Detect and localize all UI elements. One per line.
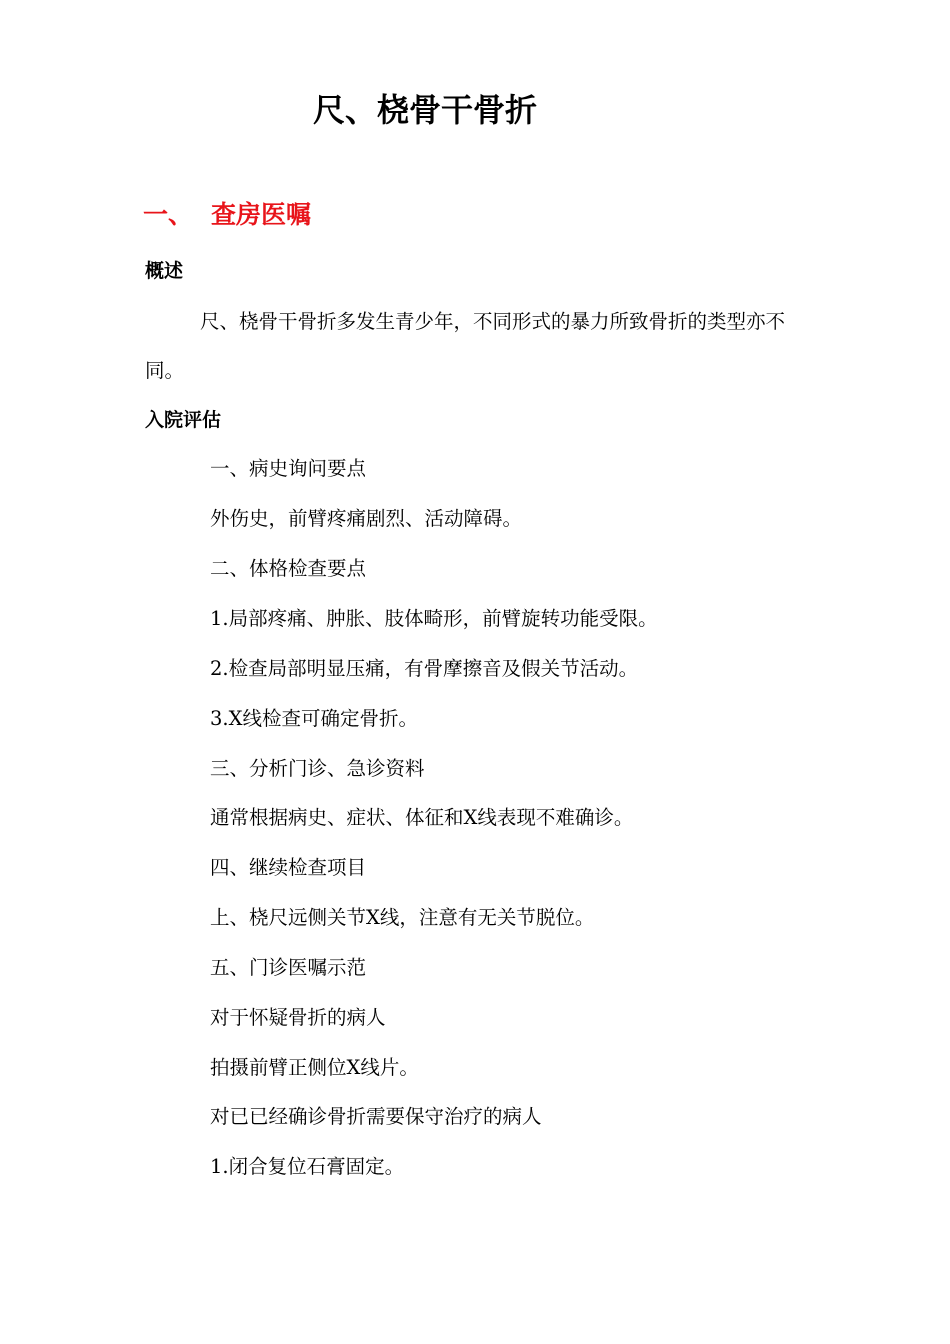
suspected-fracture-label: 对于怀疑骨折的病人	[210, 1006, 386, 1029]
analysis-heading: 三、分析门诊、急诊资料	[210, 757, 425, 780]
further-exam-text: 上、桡尺远侧关节X线，注意有无关节脱位。	[210, 906, 595, 929]
xray-order: 拍摄前臂正侧位X线片。	[210, 1056, 419, 1079]
section-heading	[143, 195, 311, 235]
section-label: 查房医嘱	[211, 200, 312, 229]
analysis-text: 通常根据病史、症状、体征和X线表现不难确诊。	[210, 806, 634, 829]
document-title: 尺、桡骨干骨折	[312, 91, 537, 129]
treatment-item-1: 1.闭合复位石膏固定。	[210, 1155, 405, 1178]
further-exam-heading: 四、继续检查项目	[210, 856, 367, 879]
exam-item-3: 3.X线检查可确定骨折。	[210, 707, 418, 730]
history-heading: 一、病史询问要点	[210, 457, 367, 480]
history-text: 外伤史，前臂疼痛剧烈、活动障碍。	[210, 507, 523, 530]
admission-heading: 入院评估	[145, 409, 222, 431]
section-number: 一、	[143, 200, 194, 229]
exam-item-1: 1.局部疼痛、肿胀、肢体畸形，前臂旋转功能受限。	[210, 607, 658, 630]
overview-heading: 概述	[145, 260, 184, 282]
exam-heading: 二、体格检查要点	[210, 557, 367, 580]
confirmed-fracture-label: 对已已经确诊骨折需要保守治疗的病人	[210, 1105, 542, 1128]
overview-paragraph: 尺、桡骨干骨折多发生青少年，不同形式的暴力所致骨折的类型亦不同。	[145, 310, 786, 382]
outpatient-orders-heading: 五、门诊医嘱示范	[210, 956, 367, 979]
exam-item-2: 2.检查局部明显压痛，有骨摩擦音及假关节活动。	[210, 657, 639, 680]
